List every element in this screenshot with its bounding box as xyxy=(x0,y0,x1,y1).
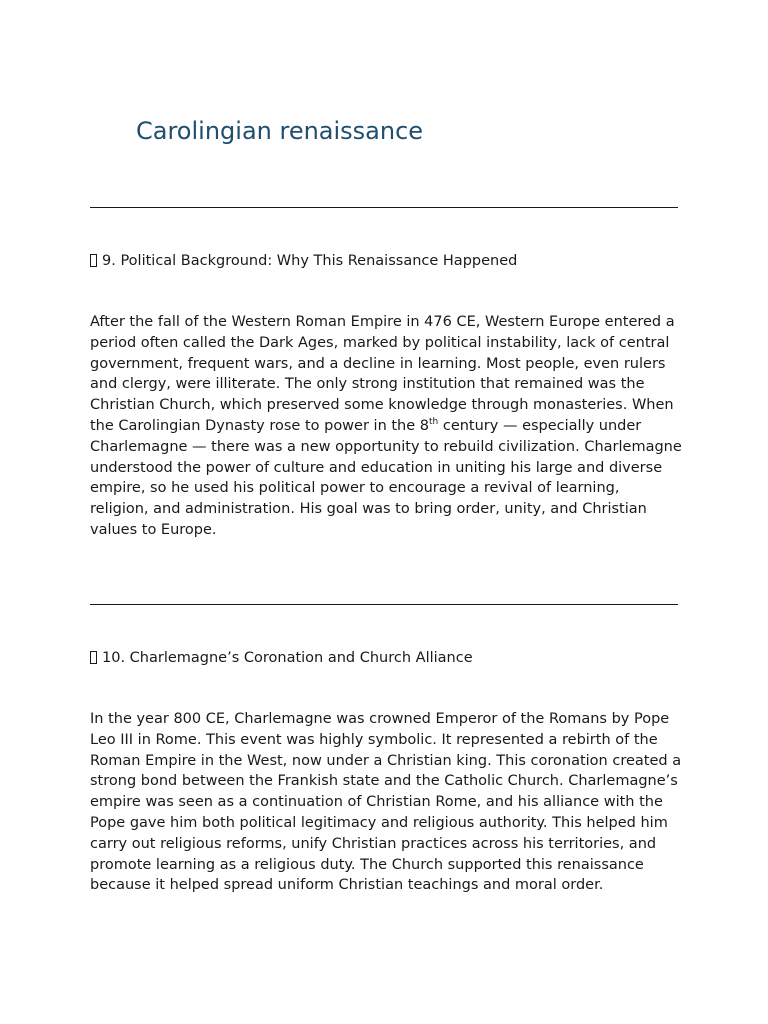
section-heading-text: 10. Charlemagne’s Coronation and Church Alliance xyxy=(102,650,473,666)
paragraph-text-continued: century — especially under Charlemagne — there was a new opportunity to rebuild civilization. Charlemagne understood the power of culture and education in uniting his large and diverse empire, so he used his political power to encourage a revival of learning, religion, and administration. His goal was to bring order, unity, and Christian values to Europe. xyxy=(90,417,682,538)
missing-glyph-box-icon xyxy=(90,651,97,664)
ordinal-superscript: th xyxy=(429,416,439,427)
section-paragraph-political-background xyxy=(90,312,682,541)
section-paragraph-coronation: In the year 800 CE, Charlemagne was crowned Emperor of the Romans by Pope Leo III in Rome. This event was highly symbolic. It represented a rebirth of the Roman Empire in the West, now under a Christian king. This coronation created a strong bond between the Frankish state and the Catholic Church. Charlemagne’s empire was seen as a continuation of Christian Rome, and his alliance with the Pope gave him both political legitimacy and religious authority. This helped him carry out religious reforms, unify Christian practices across his territories, and promote learning as a religious duty. The Church supported this renaissance because it helped spread uniform Christian teachings and moral order. xyxy=(90,711,682,894)
section-heading-coronation xyxy=(90,648,473,668)
horizontal-divider xyxy=(90,604,678,605)
section-heading-political-background xyxy=(90,251,517,271)
paragraph-text: After the fall of the Western Roman Empire in 476 CE, Western Europe entered a period often called the Dark Ages, marked by political instability, lack of central government, frequent wars, and a decline in learning. Most people, even rulers and clergy, were illiterate. The only strong institution that remained was the Christian Church, which preserved some knowledge through monasteries. When the Carolingian Dynasty rose to power in the 8 xyxy=(90,314,675,434)
page-title: Carolingian renaissance xyxy=(136,117,424,145)
section-heading-text: 9. Political Background: Why This Renaissance Happened xyxy=(102,253,518,269)
missing-glyph-box-icon xyxy=(90,254,97,267)
horizontal-divider xyxy=(90,207,678,208)
